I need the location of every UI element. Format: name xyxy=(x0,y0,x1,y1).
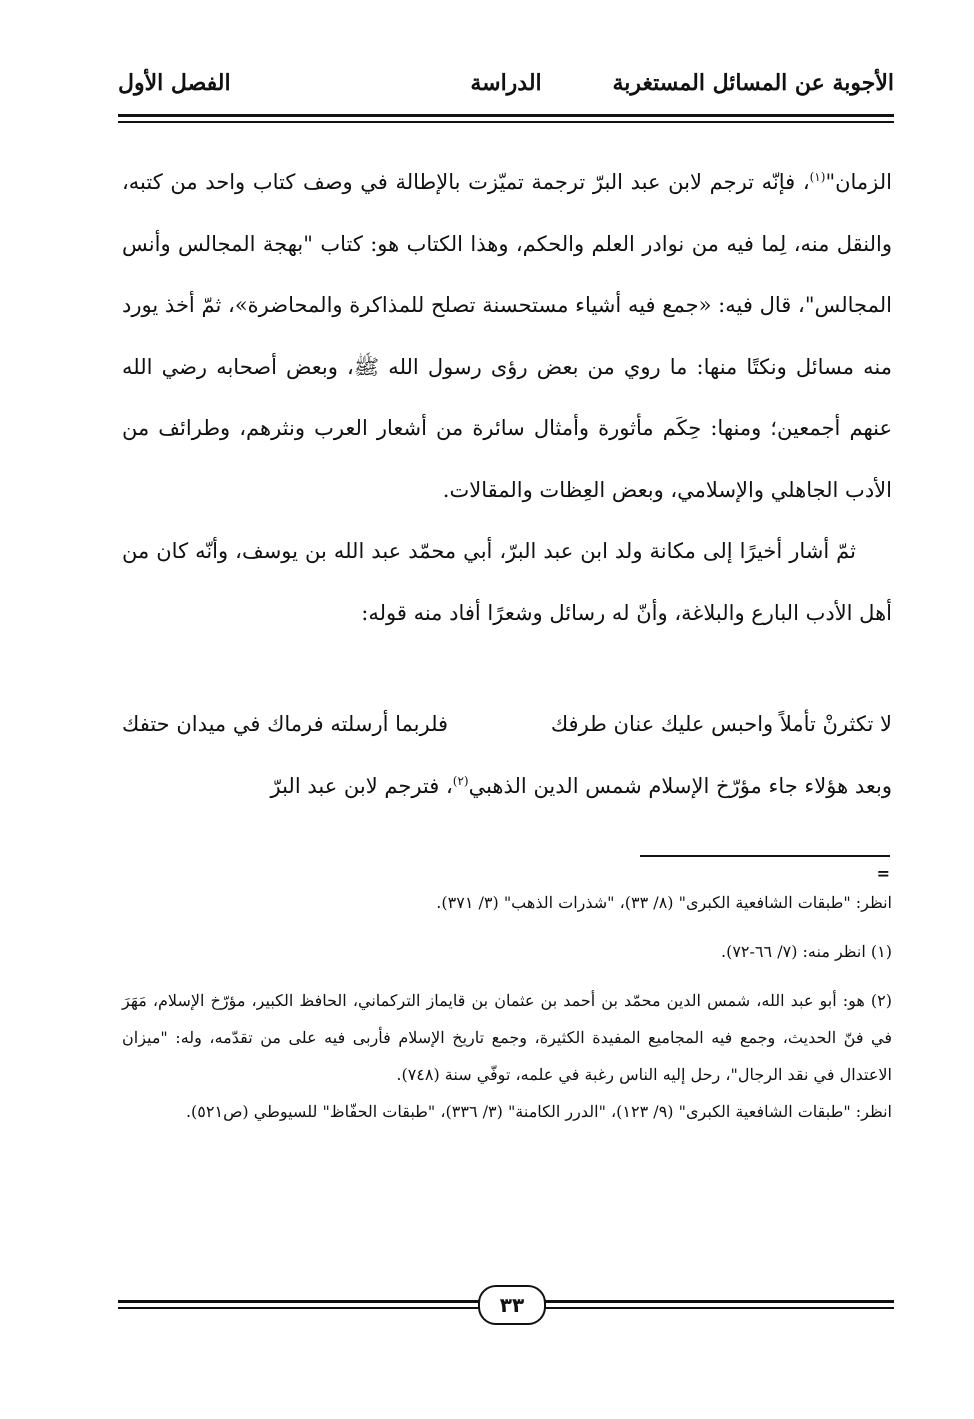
book-title: الأجوبة عن المسائل المستغربة xyxy=(612,70,894,96)
footnote-2: (٢) هو: أبو عبد الله، شمس الدين محمّد بن أحمد بن عثمان بن قايماز التركماني، الحافظ الكبير، مؤرّخ الإسلام، مَهَرَ في فنّ الحديث، وجمع فيه المجاميع المفيدة الكثيرة، وجمع تاريخ الإسلام فأربى فيه على من تقدّمه، وله: "ميزان الاعتدال في نقد الرجال"، رحل إليه الناس رغبة في علمه، توفّي سنة (٧٤٨). xyxy=(122,991,892,1084)
footnote-separator xyxy=(640,855,890,857)
footnote-continued: انظر: "طبقات الشافعية الكبرى" (٨/ ٣٣)، "شذرات الذهب" (٣/ ٣٧١). xyxy=(436,893,892,912)
footnotes xyxy=(122,884,892,1130)
chapter-title: الفصل الأول xyxy=(118,70,231,96)
footnote-marker-2: (٢) xyxy=(452,774,469,788)
header-rule-thin xyxy=(118,121,894,123)
paragraph-3-rest: ، فترجم لابن عبد البرّ xyxy=(270,774,453,798)
paragraph-1-rest: ، فإنّه ترجم لابن عبد البرّ ترجمة تميّزت بالإطالة في وصف كتاب واحد من كتبه، والنقل منه، لِما فيه من نوادر العلم والحكم، وهذا الكتاب هو: كتاب "بهجة المجالس وأنس المجالس"، قال فيه: «جمع فيه أشياء مستحسنة تصلح للمذاكرة والمحاضرة»، ثمّ أخذ يورد منه مسائل ونكتًا منها: ما روي من بعض رؤى رسول الله ﷺ، وبعض أصحابه رضي الله عنهم أجمعين؛ ومنها: حِكَم مأثورة وأمثال سائرة من أشعار العرب ونثرهم، وطرائف من الأدب الجاهلي والإسلامي، وبعض العِظات والمقالات. xyxy=(122,170,892,502)
verse-first-hemistich: لا تكثرنْ تأملاً واحبس عليك عنان طرفك xyxy=(550,712,892,736)
footnote-1: (١) انظر منه: (٧/ ٦٦-٧٢). xyxy=(721,942,892,961)
paragraph-1-start: الزمان" xyxy=(825,170,892,194)
paragraph-2: ثمّ أشار أخيرًا إلى مكانة ولد ابن عبد البرّ، أبي محمّد عبد الله بن يوسف، وأنّه كان من أهل الأدب البارع والبلاغة، وأنّ له رسائل وشعرًا أفاد منه قوله: xyxy=(122,539,892,625)
main-text xyxy=(122,152,892,644)
paragraph-3 xyxy=(122,774,892,798)
section-title: الدراسة xyxy=(470,70,542,96)
poetry-verse xyxy=(122,712,892,752)
page-number: ٣٣ xyxy=(478,1285,546,1325)
footnote-2-reference: انظر: "طبقات الشافعية الكبرى" (٩/ ١٢٣)، "الدرر الكامنة" (٣/ ٣٣٦)، "طبقات الحفّاظ" للسيوطي (ص٥٢١). xyxy=(185,1102,892,1121)
header-rule-thick xyxy=(118,114,894,117)
verse-second-hemistich: فلربما أرسلته فرماك في ميدان حتفك xyxy=(122,712,449,736)
paragraph-3-start: وبعد هؤلاء جاء مؤرّخ الإسلام شمس الدين الذهبي xyxy=(468,774,892,798)
paragraph-1 xyxy=(122,152,892,521)
running-header xyxy=(118,70,894,110)
footnote-marker-1: (١) xyxy=(809,170,826,184)
continuation-mark: = xyxy=(876,864,890,883)
